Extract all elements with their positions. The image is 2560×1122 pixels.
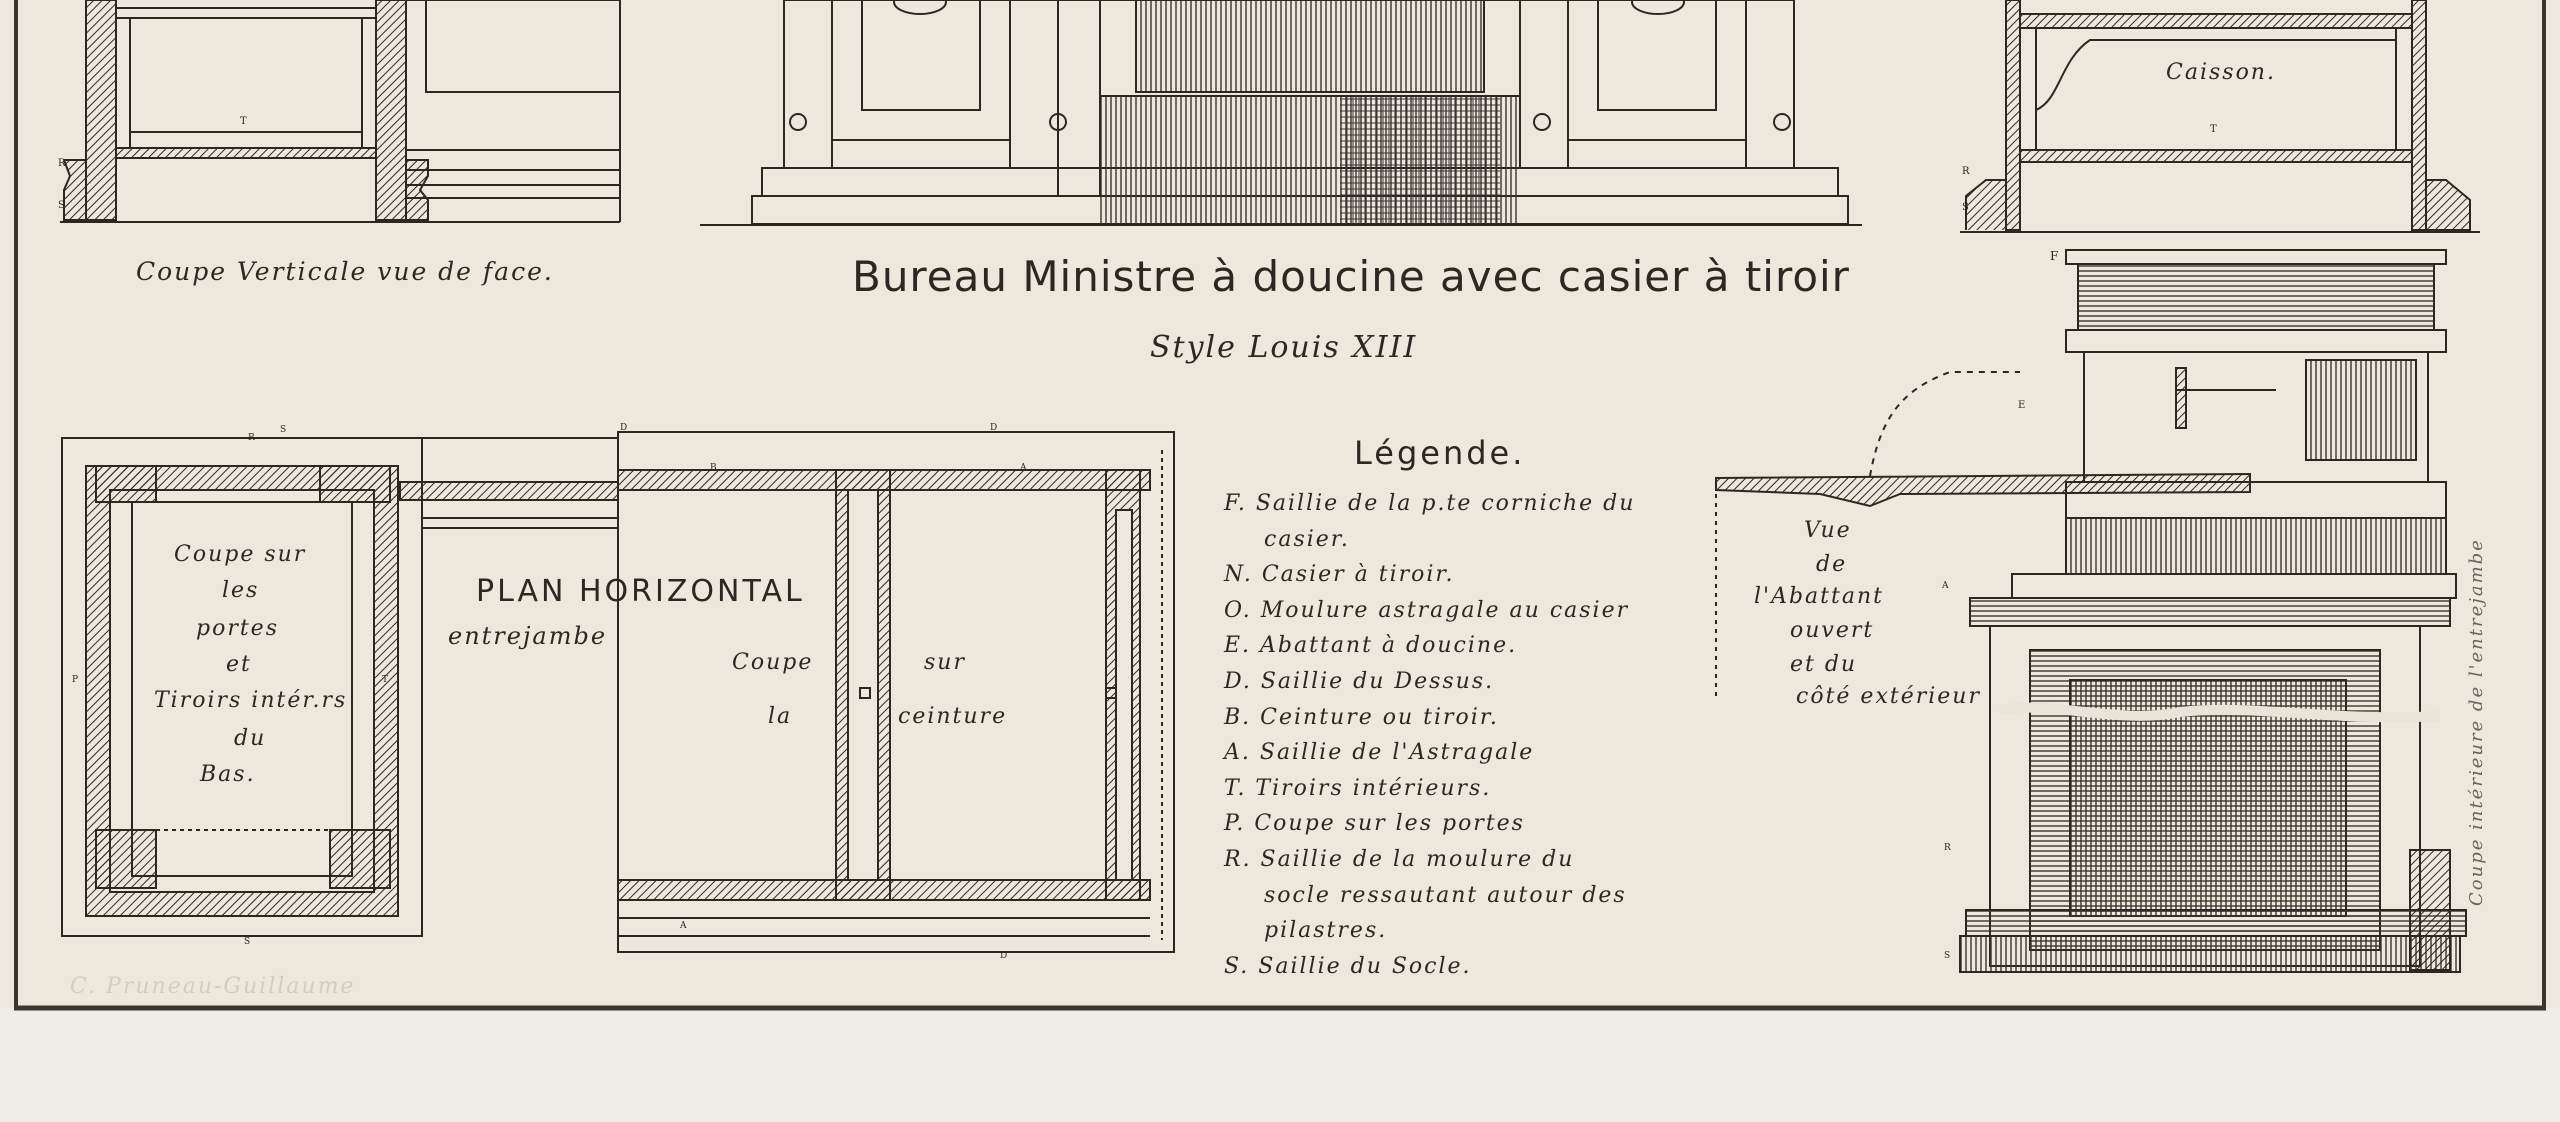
vue-abattant-line-5: et du [1790, 652, 1858, 677]
legend-item: A. Saillie de l'Astragale [1224, 740, 1535, 766]
svg-text:S: S [1944, 951, 1951, 961]
svg-text:T: T [382, 675, 389, 685]
svg-text:P: P [72, 675, 79, 685]
svg-text:R: R [58, 158, 66, 169]
svg-text:S: S [280, 425, 287, 435]
svg-text:A: A [1020, 463, 1027, 473]
caption-plan-horizontal: PLAN HORIZONTAL [476, 574, 805, 609]
legend-list [1224, 486, 1635, 984]
svg-text:D: D [1000, 951, 1008, 961]
signature-watermark: C. Pruneau-Guillaume [70, 974, 356, 999]
coupe-portes-line-6: du [234, 726, 267, 751]
svg-text:B: B [710, 463, 717, 473]
coupe-portes-line-5: Tiroirs intér.rs [154, 688, 348, 713]
legend-item: pilastres. [1264, 918, 1388, 944]
coupe-portes-line-2: les [222, 578, 260, 603]
svg-text:D: D [620, 423, 628, 433]
vue-abattant-line-6: côté extérieur [1796, 684, 1981, 709]
legend-item: B. Ceinture ou tiroir. [1224, 704, 1499, 730]
legend-item: E. Abattant à doucine. [1224, 633, 1518, 659]
svg-text:S: S [58, 200, 65, 211]
svg-text:T: T [240, 116, 247, 127]
legend-item: socle ressautant autour des [1264, 882, 1627, 908]
vue-abattant-line-3: l'Abattant [1754, 584, 1884, 609]
caption-entrejambe: entrejambe [448, 622, 608, 650]
svg-text:R: R [248, 433, 255, 443]
page-title: Bureau Ministre à doucine avec casier à tiroir [852, 252, 1850, 301]
caption-caisson: Caisson. [2166, 60, 2276, 85]
coupe-portes-line-1: Coupe sur [174, 542, 307, 567]
svg-text:S: S [1962, 202, 1969, 213]
svg-text:F: F [2050, 249, 2059, 263]
coupe-ceinture-line-2: sur [924, 650, 966, 675]
svg-text:T: T [2210, 124, 2217, 135]
coupe-portes-line-3: portes [196, 616, 279, 641]
legend-item: N. Casier à tiroir. [1224, 562, 1455, 588]
coupe-portes-line-7: Bas. [200, 762, 256, 787]
coupe-ceinture-line-1: Coupe [732, 650, 814, 675]
legend-title: Légende. [1354, 434, 1526, 472]
svg-text:S: S [244, 937, 251, 947]
legend-item: S. Saillie du Socle. [1224, 953, 1472, 979]
legend-item: F. Saillie de la p.te corniche du [1224, 491, 1636, 516]
vue-abattant-line-1: Vue [1804, 518, 1852, 543]
legend-item: P. Coupe sur les portes [1224, 811, 1525, 837]
legend-item: casier. [1264, 526, 1350, 552]
svg-text:A: A [680, 921, 687, 931]
page-subtitle: Style Louis XIII [1150, 330, 1418, 365]
caption-coupe-verticale: Coupe Verticale vue de face. [136, 257, 554, 286]
legend-item: D. Saillie du Dessus. [1224, 668, 1495, 694]
svg-text:R: R [1944, 843, 1951, 853]
vue-abattant-line-2: de [1816, 552, 1848, 577]
svg-text:E: E [2018, 400, 2026, 411]
coupe-portes-line-4: et [226, 652, 252, 677]
legend-item: O. Moulure astragale au casier [1224, 597, 1630, 623]
coupe-ceinture-line-4: ceinture [898, 704, 1008, 729]
legend-item: T. Tiroirs intérieurs. [1224, 775, 1492, 801]
vue-abattant-line-4: ouvert [1790, 618, 1875, 643]
svg-text:D: D [990, 423, 998, 433]
caption-coupe-interieure: Coupe intérieure de l'entrejambe [2466, 538, 2487, 906]
svg-text:A: A [1942, 581, 1949, 591]
legend-item: R. Saillie de la moulure du [1224, 846, 1575, 872]
svg-text:R: R [1962, 166, 1970, 177]
coupe-ceinture-line-3: la [768, 704, 793, 729]
